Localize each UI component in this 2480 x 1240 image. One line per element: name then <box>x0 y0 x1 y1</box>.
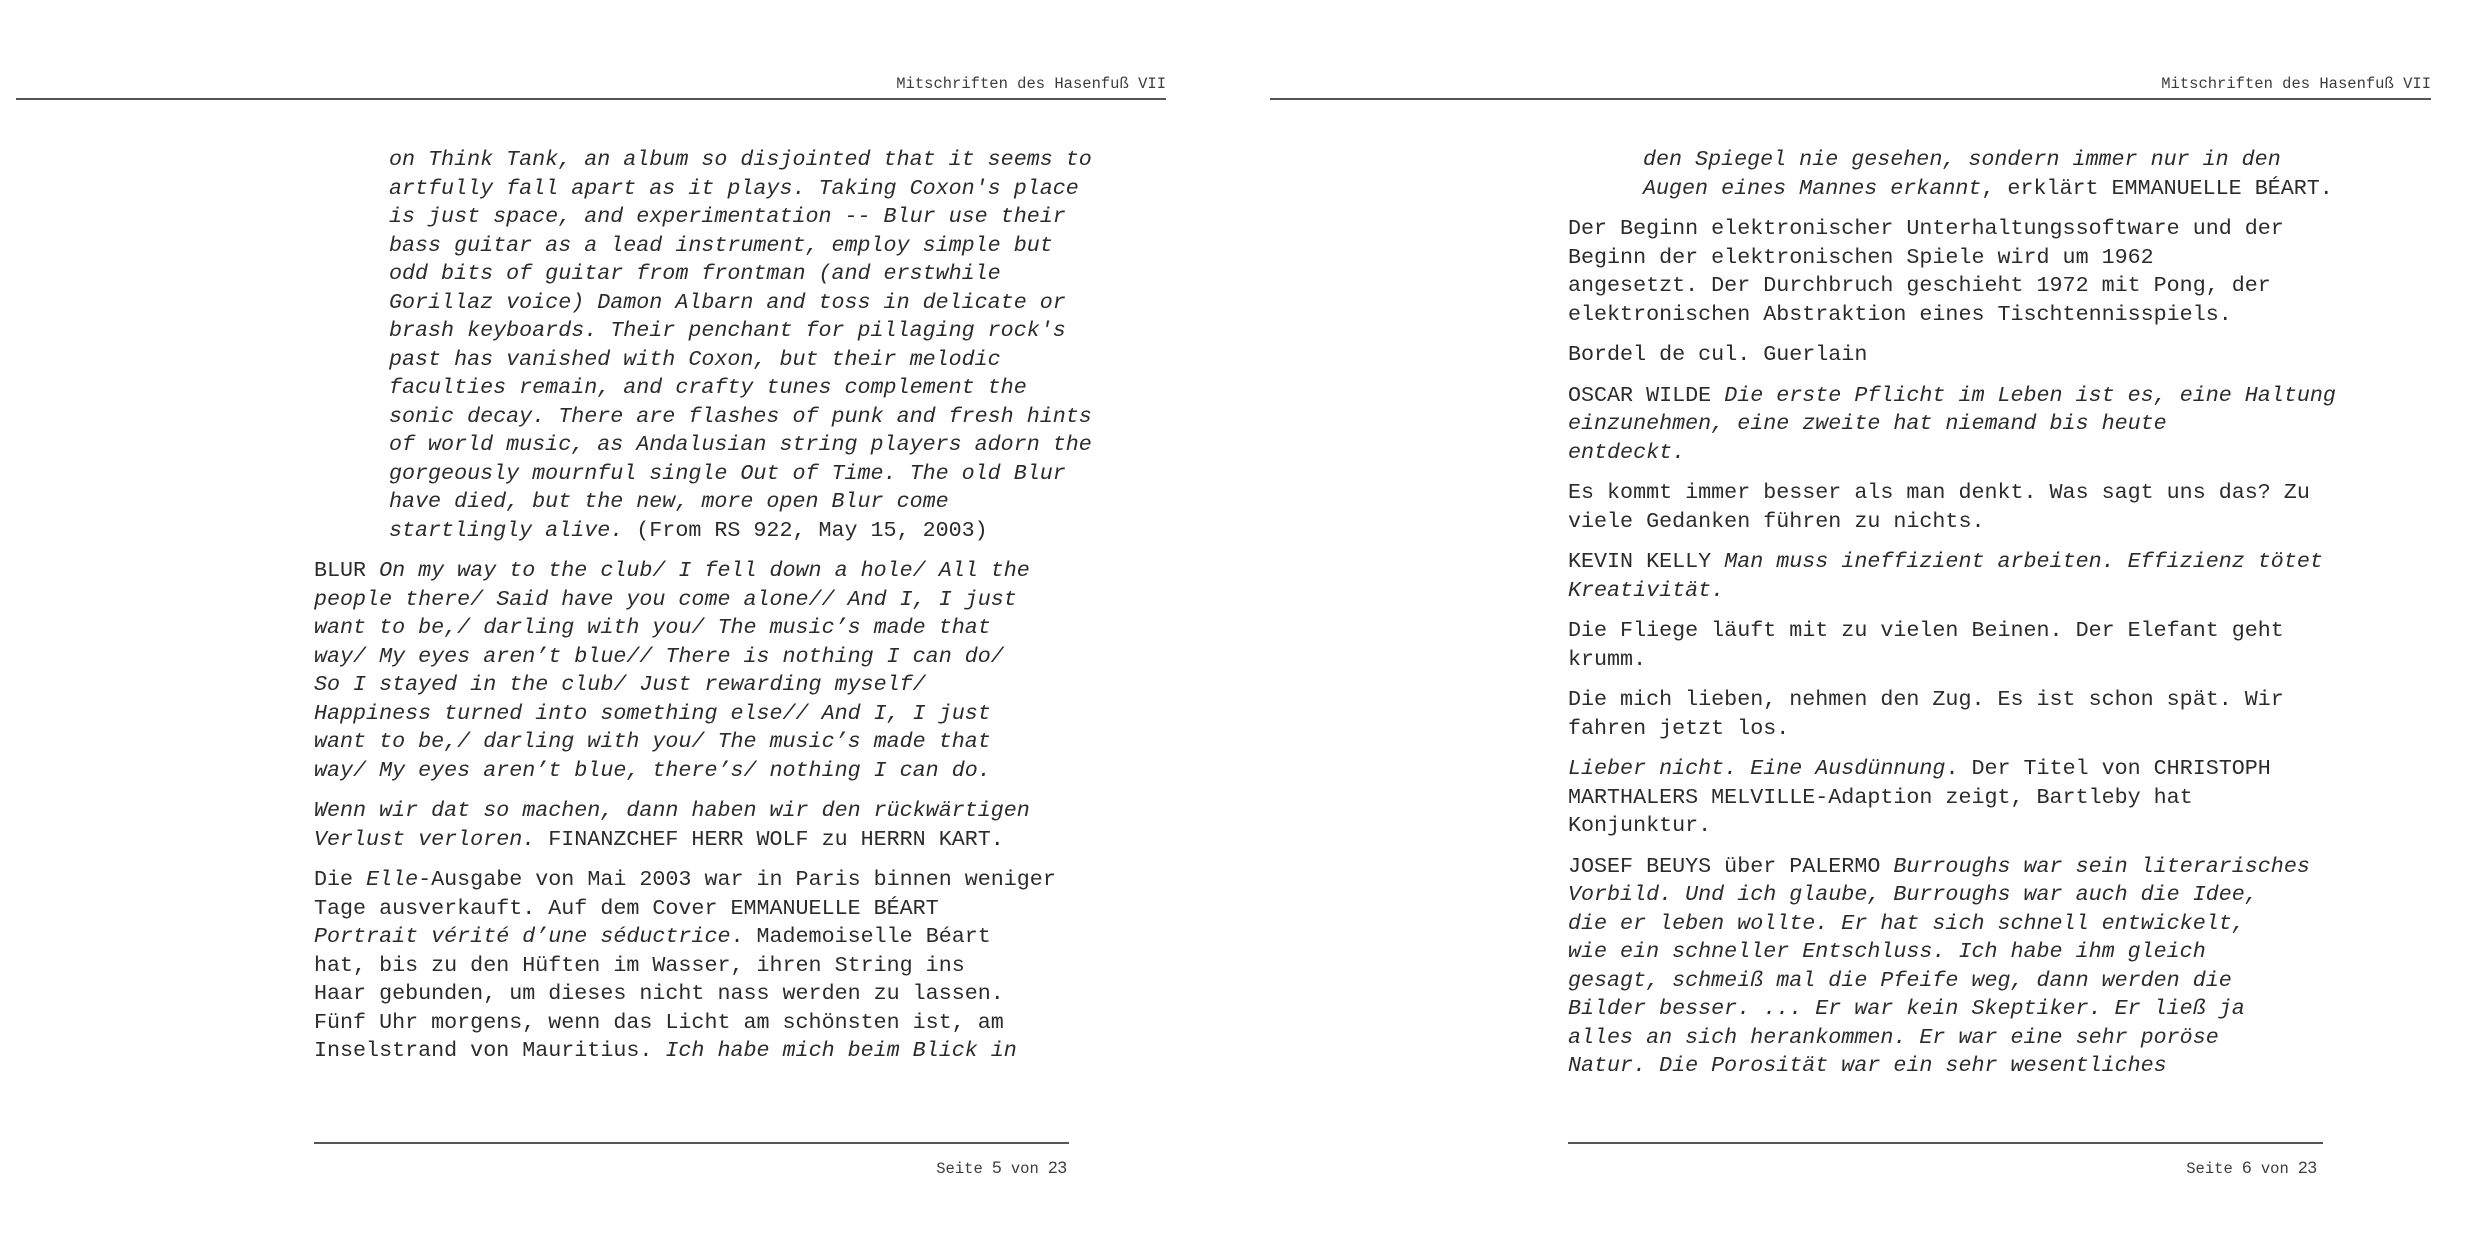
entry-elle-cover: Die Elle-Ausgabe von Mai 2003 war in Paris binnen weniger Tage ausverkauft. Auf dem Cover EMMANUELLE BÉART Portrait vérité d’une séductrice. Mademoiselle Béart hat, bis zu den Hüften im Wasser, ihren String ins Haar gebunden, um dieses nicht nass werden zu lassen. Fünf Uhr morgens, wenn das Licht am schönsten ist, am Inselstrand von Mauritius. Ich habe mich beim Blick in <box>314 867 1056 1063</box>
entry-think-tank-review: on Think Tank, an album so disjointed that it seems to artfully fall apart as it plays. Taking Coxon's place is just space, and experimentation -- Blur use their bass guitar as a lead instrument, employ simple but odd bits of guitar from frontman (and erstwhile Gorillaz voice) Damon Albarn and toss in delicate or brash keyboards. Their penchant for pillaging rock's past has vanished with Coxon, but their melodic faculties remain, and crafty tunes complement the sonic decay. There are flashes of punk and fresh hints of world music, as Andalusian string players adorn the gorgeously mournful single Out of Time. The old Blur have died, but the new, more open Blur come startlingly alive. (From RS 922, May 15, 2003) <box>389 147 1092 543</box>
entry-blur-lyrics: BLUR On my way to the club/ I fell down a hole/ All the people there/ Said have you come alone// And I, I just want to be,/ darling with you/ The music’s made that way/ My eyes aren’t blue// There is nothing I can do/ So I stayed in the club/ Just rewarding myself/ Happiness turned into something else// And I, I just want to be,/ darling with you/ The music’s made that way/ My eyes aren’t blue, there’s/ nothing I can do. <box>314 558 1030 783</box>
entry-author: BLUR <box>314 558 367 583</box>
page-body <box>1568 146 2348 1093</box>
entry-lieber-nicht: Lieber nicht. Eine Ausdünnung. Der Titel von CHRISTOPH MARTHALERS MELVILLE-Adaption zeigt, Bartleby hat Konjunktur. <box>1568 756 2271 838</box>
entry-finanzchef-quote: Wenn wir dat so machen, dann haben wir den rückwärtigen Verlust verloren. FINANZCHEF HERR WOLF zu HERRN KART. <box>314 798 1030 852</box>
entry-josef-beuys: JOSEF BEUYS über PALERMO Burroughs war sein literarisches Vorbild. Und ich glaube, Burroughs war auch die Idee, die er leben wollte. Er hat sich schnell entwickelt, wie ein schneller Entschluss. Ich habe ihm gleich gesagt, schmeiß mal die Pfeife weg, dann werden die Bilder besser. ... Er war kein Skeptiker. Er ließ ja alles an sich herankommen. Er war eine sehr poröse Natur. Die Porosität war ein sehr wesentliches <box>1568 853 2310 1078</box>
footer-rule <box>314 1142 1069 1144</box>
page-number: Seite 6 von 23 <box>2186 1158 2317 1178</box>
page-number: Seite 5 von 23 <box>936 1158 1067 1178</box>
entry-author: OSCAR WILDE <box>1568 382 1712 408</box>
entry-pong: Der Beginn elektronischer Unterhaltungssoftware und der Beginn der elektronischen Spiele wird um 1962 angesetzt. Der Durchbruch geschieht 1972 mit Pong, der elektronischen Abstraktion eines Tischtennisspiels. <box>1568 216 2284 327</box>
header-rule <box>1270 98 2431 100</box>
entry-fliege: Die Fliege läuft mit zu vielen Beinen. Der Elefant geht krumm. <box>1568 618 2284 672</box>
running-header: Mitschriften des Hasenfuß VII <box>2161 75 2431 93</box>
entry-oscar-wilde: OSCAR WILDE Die erste Pflicht im Leben ist es, eine Haltung einzunehmen, eine zweite hat niemand bis heute entdeckt. <box>1568 382 2336 465</box>
entry-beart-continued: den Spiegel nie gesehen, sondern immer nur in den Augen eines Mannes erkannt, erklärt EMMANUELLE BÉART. <box>1643 147 2333 201</box>
header-rule <box>16 98 1166 100</box>
entry-kevin-kelly: KEVIN KELLY Man muss ineffizient arbeiten. Effizienz tötet Kreativität. <box>1568 549 2323 603</box>
footer-rule <box>1568 1142 2323 1144</box>
page-6 <box>1240 0 2480 1240</box>
entry-author: JOSEF BEUYS über PALERMO <box>1568 853 1881 879</box>
entry-guerlain: Bordel de cul. Guerlain <box>1568 342 1868 367</box>
running-header: Mitschriften des Hasenfuß VII <box>896 75 1166 93</box>
entry-zug: Die mich lieben, nehmen den Zug. Es ist schon spät. Wir fahren jetzt los. <box>1568 687 2284 741</box>
entry-author: KEVIN KELLY <box>1568 549 1712 574</box>
entry-besser-als-man-denkt: Es kommt immer besser als man denkt. Was sagt uns das? Zu viele Gedanken führen zu nichts. <box>1568 480 2310 534</box>
page-body <box>314 146 1094 1078</box>
